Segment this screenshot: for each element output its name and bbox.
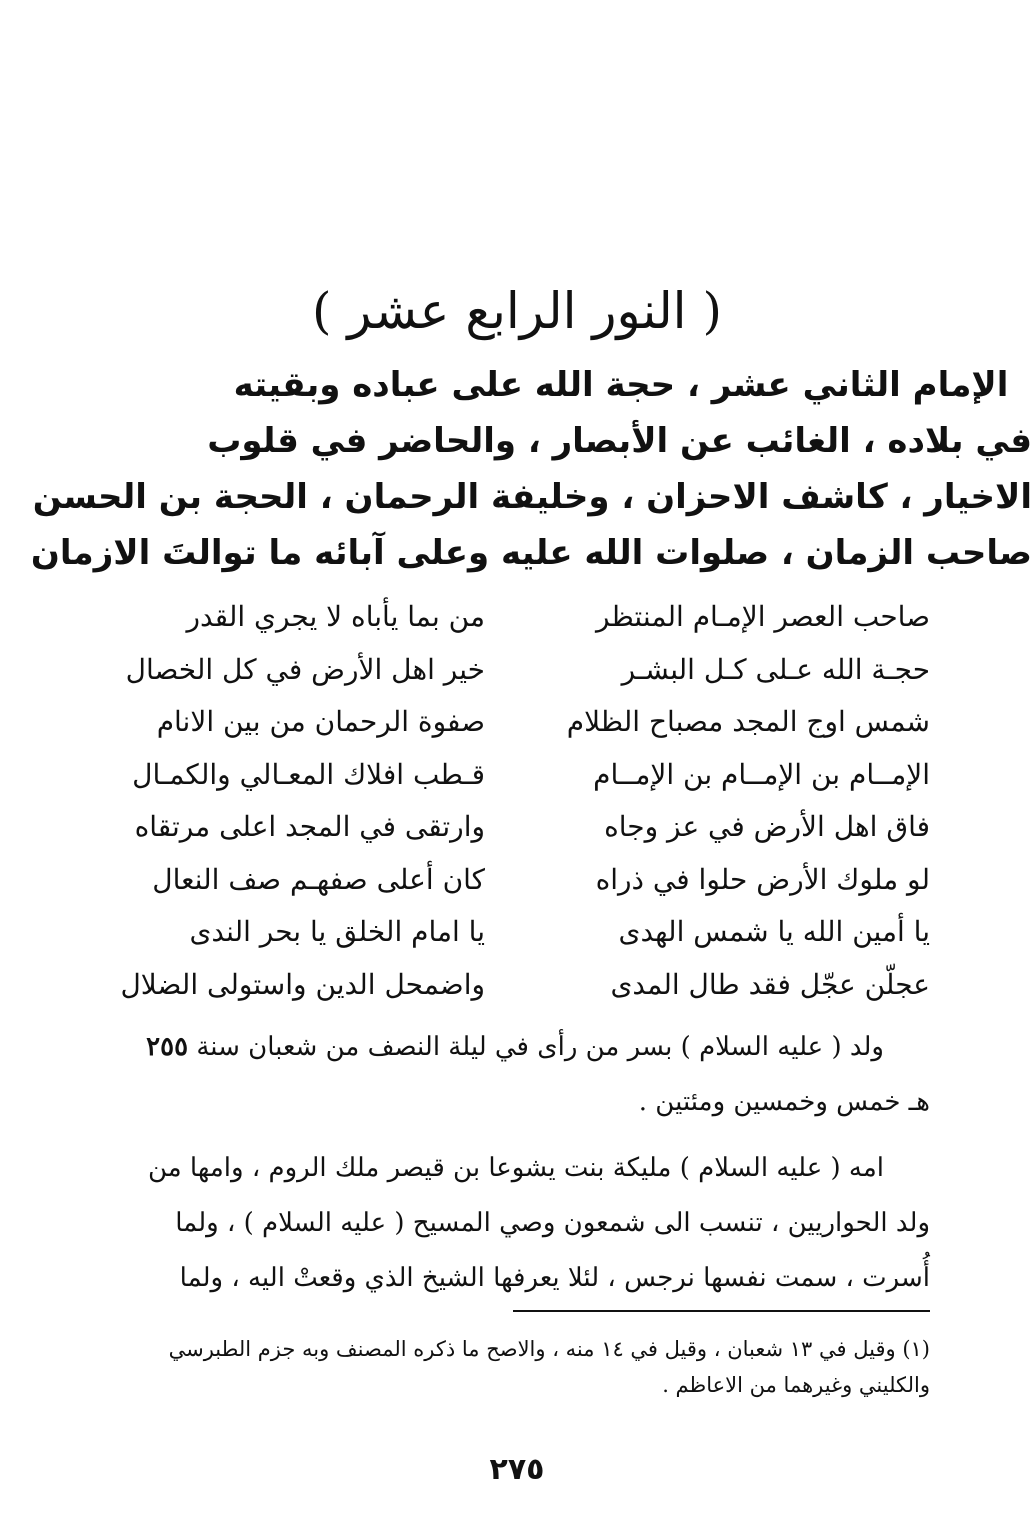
mother-line-1: امه ( عليه السلام ) مليكة بنت يشوعا بن قيصر ملك الروم ، وامها من [147, 1153, 884, 1183]
poem-verse [105, 592, 930, 645]
footnote [105, 1331, 930, 1403]
heading-line-1: الإمام الثاني عشر ، حجة الله على عباده وبقيته [233, 365, 1009, 405]
mother-line-3: أُسرت ، سمت نفسها نرجس ، لئلا يعرفها الشيخ الذي وقعتْ اليه ، ولما [179, 1263, 930, 1293]
birth-year: ٢٥٥ [146, 1032, 189, 1062]
footnote-line-2: والكليني وغيرهما من الاعاظم . [662, 1373, 930, 1397]
poem-hemistich-left: واضمحل الدين واستولى الضلال [120, 967, 485, 1001]
poem-verse [105, 855, 930, 908]
poem-hemistich-left: قـطب افلاك المعـالي والكمـال [132, 757, 485, 791]
heading-line-4: صاحب الزمان ، صلوات الله عليه وعلى آبائه ما توالتَ الازمان [30, 533, 1032, 573]
poem-hemistich-left: يا امام الخلق يا بحر الندى [189, 915, 485, 948]
poem-verse [105, 802, 930, 855]
poem-hemistich-right: حجـة الله عـلى كـل البشـر [621, 652, 930, 686]
poem-hemistich-right: شمس اوج المجد مصباح الظلام [566, 705, 930, 738]
poem-verse [105, 750, 930, 803]
mother-paragraph [105, 1141, 930, 1306]
poem-hemistich-right: الإمــام بن الإمــام بن الإمــام [593, 757, 930, 791]
poem-hemistich-right: صاحب العصر الإمـام المنتظر [596, 600, 930, 633]
footnote-line-1: (١) وقيل في ١٣ شعبان ، وقيل في ١٤ منه ، والاصح ما ذكره المصنف وبه جزم الطبرسي [168, 1337, 930, 1361]
poem-verse [105, 907, 930, 960]
poem-hemistich-left: من بما يأباه لا يجري القدر [186, 600, 485, 633]
poem-hemistich-left: وارتقى في المجد اعلى مرتقاه [134, 810, 485, 843]
mother-line-2: ولد الحواريين ، تنسب الى شمعون وصي المسيح ( عليه السلام ) ، ولما [175, 1208, 930, 1238]
poem-hemistich-right: يا أمين الله يا شمس الهدى [618, 915, 930, 948]
birth-text: ولد ( عليه السلام ) بسر من رأى في ليلة النصف من شعبان سنة [196, 1032, 884, 1062]
birth-line-2: هـ خمس وخمسين ومئتين . [638, 1087, 930, 1117]
poem-hemistich-right: فاق اهل الأرض في عز وجاه [604, 810, 930, 843]
birth-paragraph [105, 1020, 930, 1130]
poem-verse [105, 697, 930, 750]
poem-hemistich-left: خير اهل الأرض في كل الخصال [125, 652, 485, 686]
birth-line-1 [105, 1020, 930, 1075]
page-number: ٢٧٥ [489, 1452, 545, 1487]
poem [105, 592, 930, 1012]
heading-line-2: في بلاده ، الغائب عن الأبصار ، والحاضر في قلوب [207, 421, 1032, 461]
poem-hemistich-left: كان أعلى صفهـم صف النعال [152, 862, 485, 896]
poem-verse [105, 645, 930, 698]
footnote-divider [513, 1310, 930, 1312]
poem-hemistich-right: لو ملوك الأرض حلوا في ذراه [595, 862, 930, 896]
poem-hemistich-left: صفوة الرحمان من بين الانام [156, 705, 485, 738]
heading-line-3: الاخيار ، كاشف الاحزان ، وخليفة الرحمان ، الحجة بن الحسن [32, 477, 1032, 517]
poem-hemistich-right: عجلّن عجّل فقد طال المدى [610, 967, 930, 1001]
poem-verse [105, 960, 930, 1013]
chapter-title: ( النور الرابع عشر ) [312, 282, 722, 340]
